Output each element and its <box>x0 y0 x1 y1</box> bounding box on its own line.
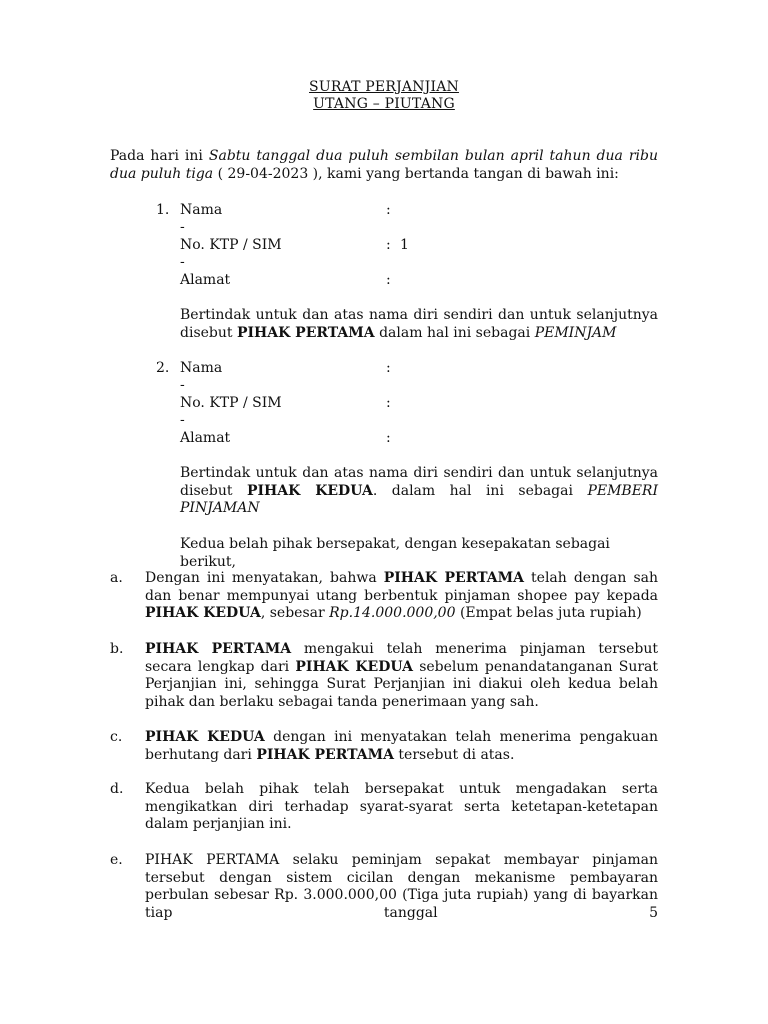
party-role-bold: PIHAK PERTAMA <box>256 746 394 763</box>
colon: : <box>386 272 391 288</box>
statement-text: Bertindak untuk dan atas nama diri sendiri dan untuk selanjutnya disebut <box>180 465 658 499</box>
clause-text: , sebesar <box>260 605 330 621</box>
colon: : <box>386 237 391 253</box>
clause-text: telah dengan sah dan benar mempunyai utang berbentuk pinjaman shopee pay kepada <box>145 570 658 604</box>
ktp-value: 1 <box>400 237 409 253</box>
intro-text-end: ( 29-04-2023 ), kami yang bertanda tangan di bawah ini: <box>213 165 619 182</box>
party-2-number: 2. <box>156 360 170 376</box>
clause-text: dengan ini menyatakan telah menerima pengakuan berhutang dari <box>145 729 658 763</box>
party-2-statement <box>180 465 658 518</box>
dash: - <box>180 377 185 393</box>
clause-text: tersebut di atas. <box>393 746 515 763</box>
clause-d-marker: d. <box>110 781 124 797</box>
ktp-label: No. KTP / SIM <box>180 237 282 253</box>
clause-b-text <box>145 641 658 711</box>
party-1-ktp-row <box>180 237 440 255</box>
clause-e-text: PIHAK PERTAMA selaku peminjam sepakat membayar pinjaman tersebut dengan sistem cicilan dengan mekanisme pembayaran perbulan sebesar Rp. 3.000.000,00 (Tiga juta rupiah) yang di bayarkan tiap tanggal 5 <box>145 852 658 921</box>
statement-text: Bertindak untuk dan atas nama diri sendiri dan untuk selanjutnya disebut <box>180 307 658 341</box>
party-2-name-row <box>180 360 440 378</box>
party-role-italic: PEMINJAM <box>534 324 617 341</box>
clause-text: Dengan ini menyatakan, bahwa <box>145 570 384 586</box>
intro-paragraph <box>110 148 658 183</box>
statement-text: dalam hal ini sebagai <box>374 324 535 341</box>
address-label: Alamat <box>180 430 231 446</box>
name-label: Nama <box>180 202 223 218</box>
document-title: SURAT PERJANJIAN <box>309 79 459 95</box>
clause-a-marker: a. <box>110 570 123 586</box>
party-role-bold: PIHAK PERTAMA <box>236 324 375 341</box>
party-2-address-row <box>180 430 440 448</box>
dash: - <box>180 412 185 428</box>
party-1-number: 1. <box>156 202 170 218</box>
colon: : <box>386 360 391 376</box>
dash: - <box>180 254 185 270</box>
address-label: Alamat <box>180 272 231 288</box>
colon: : <box>386 430 391 446</box>
clause-text: (Empat belas juta rupiah) <box>455 605 642 621</box>
clause-e-marker: e. <box>110 852 123 868</box>
clause-a-text <box>145 570 658 623</box>
party-role-bold: PIHAK KEDUA <box>246 482 373 499</box>
statement-text: . dalam hal ini sebagai <box>372 482 588 499</box>
ktp-label: No. KTP / SIM <box>180 395 282 411</box>
party-role-bold: PIHAK PERTAMA <box>145 641 292 657</box>
clause-d-text: Kedua belah pihak telah bersepakat untuk mengadakan serta mengikatkan diri terhadap syarat-syarat serta ketetapan-ketetapan dalam perjanjian ini. <box>145 781 658 832</box>
clause-text: sebelum penandatanganan Surat Perjanjian ini, sehingga Surat Perjanjian ini diakui oleh kedua belah pihak dan berlaku sebagai tanda penerimaan yang sah. <box>145 658 659 710</box>
party-role-bold: PIHAK KEDUA <box>295 658 413 675</box>
clause-text: mengakui telah menerima pinjaman tersebut secara lengkap dari <box>145 641 658 675</box>
colon: : <box>386 202 391 218</box>
dash: - <box>180 219 185 235</box>
document-subtitle: UTANG – PIUTANG <box>313 96 455 112</box>
agreement-intro: Kedua belah pihak bersepakat, dengan kesepakatan sebagai berikut, <box>180 536 610 570</box>
intro-date-words: Sabtu tanggal dua puluh sembilan bulan april tahun dua ribu dua puluh tiga <box>110 148 658 182</box>
party-1-address-row <box>180 272 440 290</box>
name-label: Nama <box>180 360 223 376</box>
party-role-bold: PIHAK PERTAMA <box>383 570 524 586</box>
intro-text-start: Pada hari ini <box>110 148 209 164</box>
party-2-ktp-row <box>180 395 440 413</box>
clause-b-marker: b. <box>110 641 124 657</box>
colon: : <box>386 395 391 411</box>
loan-amount: Rp.14.000.000,00 <box>329 605 456 621</box>
clause-c-marker: c. <box>110 729 123 745</box>
clause-c-text <box>145 729 658 764</box>
party-role-italic: PEMBERI PINJAMAN <box>180 482 658 516</box>
party-1-name-row <box>180 202 440 220</box>
party-1-statement <box>180 307 658 342</box>
party-role-bold: PIHAK KEDUA <box>145 605 261 621</box>
party-role-bold: PIHAK KEDUA <box>145 729 265 745</box>
